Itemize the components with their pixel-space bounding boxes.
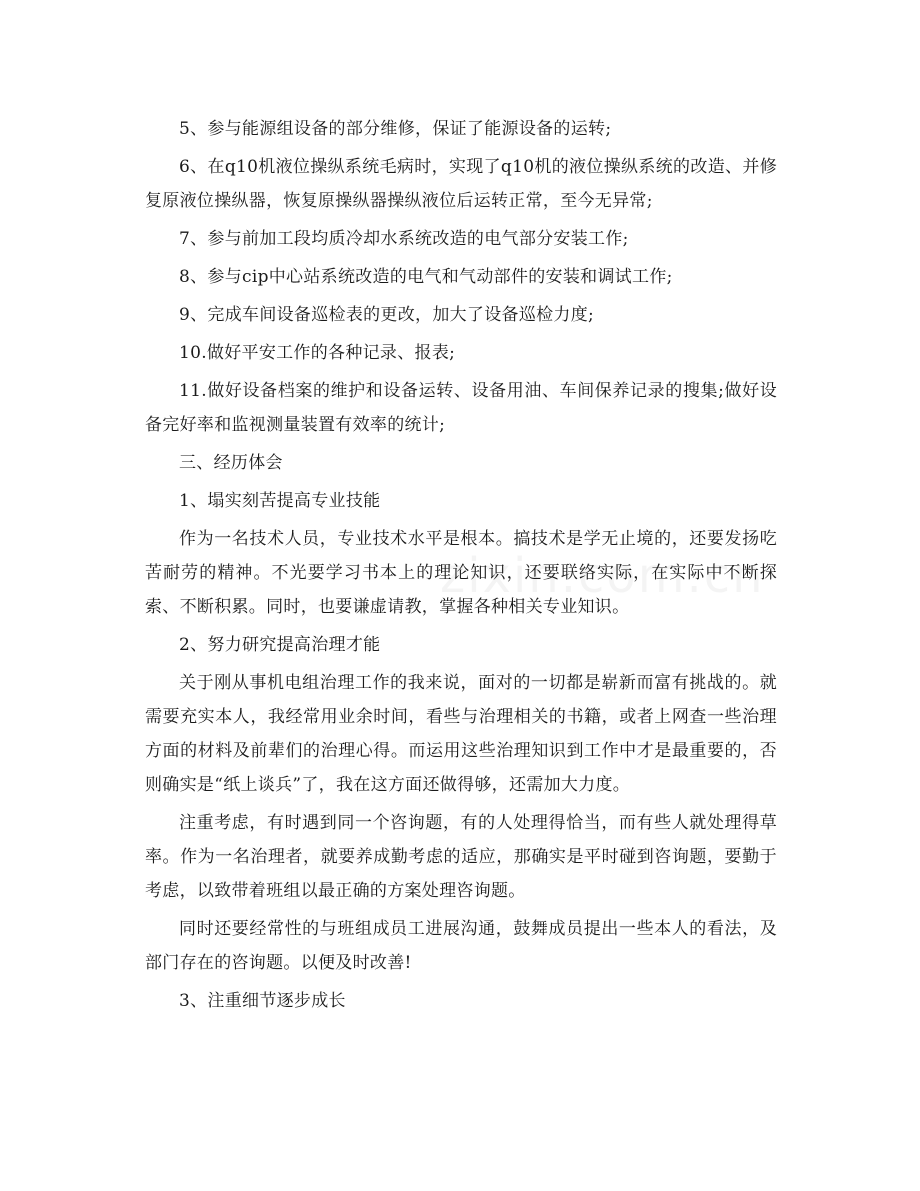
- list-item-6: 6、在q10机液位操纵系统毛病时，实现了q10机的液位操纵系统的改造、并修复原液位操纵器，恢复原操纵器操纵液位后运转正常，至今无异常;: [145, 157, 777, 211]
- body-paragraph: 同时还要经常性的与班组成员工进展沟通，鼓舞成员提出一些本人的看法，及部门存在的咨询题。以便及时改善!: [145, 919, 777, 973]
- list-item-10: 10.做好平安工作的各种记录、报表;: [179, 343, 456, 363]
- document-body: [145, 112, 777, 1018]
- list-item-11: 11.做好设备档案的维护和设备运转、设备用油、车间保养记录的搜集;做好设备完好率和监视测量装置有效率的统计;: [145, 381, 777, 435]
- list-item-9: 9、完成车间设备巡检表的更改，加大了设备巡检力度;: [179, 305, 595, 325]
- section-heading: 三、经历体会: [179, 453, 283, 473]
- body-paragraph: 注重考虑，有时遇到同一个咨询题，有的人处理得恰当，而有些人就处理得草率。作为一名治理者，就要养成勤考虑的适应，那确实是平时碰到咨询题，要勤于考虑，以致带着班组以最正确的方案处理咨询题。: [145, 813, 777, 901]
- list-item-7: 7、参与前加工段均质冷却水系统改造的电气部分安装工作;: [179, 229, 629, 249]
- subheading-2: 2、努力研究提高治理才能: [179, 635, 381, 655]
- list-item-5: 5、参与能源组设备的部分维修，保证了能源设备的运转;: [179, 119, 612, 139]
- subheading-3: 3、注重细节逐步成长: [179, 991, 346, 1011]
- list-item-8: 8、参与cip中心站系统改造的电气和气动部件的安装和调试工作;: [179, 267, 673, 287]
- body-paragraph: 作为一名技术人员，专业技术水平是根本。搞技术是学无止境的，还要发扬吃苦耐劳的精神。不光要学习书本上的理论知识，还要联络实际，在实际中不断探索、不断积累。同时，也要谦虚请教，掌握各种相关专业知识。: [145, 529, 777, 617]
- body-paragraph: 关于刚从事机电组治理工作的我来说，面对的一切都是崭新而富有挑战的。就需要充实本人，我经常用业余时间，看些与治理相关的书籍，或者上网查一些治理方面的材料及前辈们的治理心得。而运用这些治理知识到工作中才是最重要的，否则确实是“纸上谈兵”了，我在这方面还做得够，还需加大力度。: [145, 673, 777, 795]
- subheading-1: 1、塌实刻苦提高专业技能: [179, 491, 381, 511]
